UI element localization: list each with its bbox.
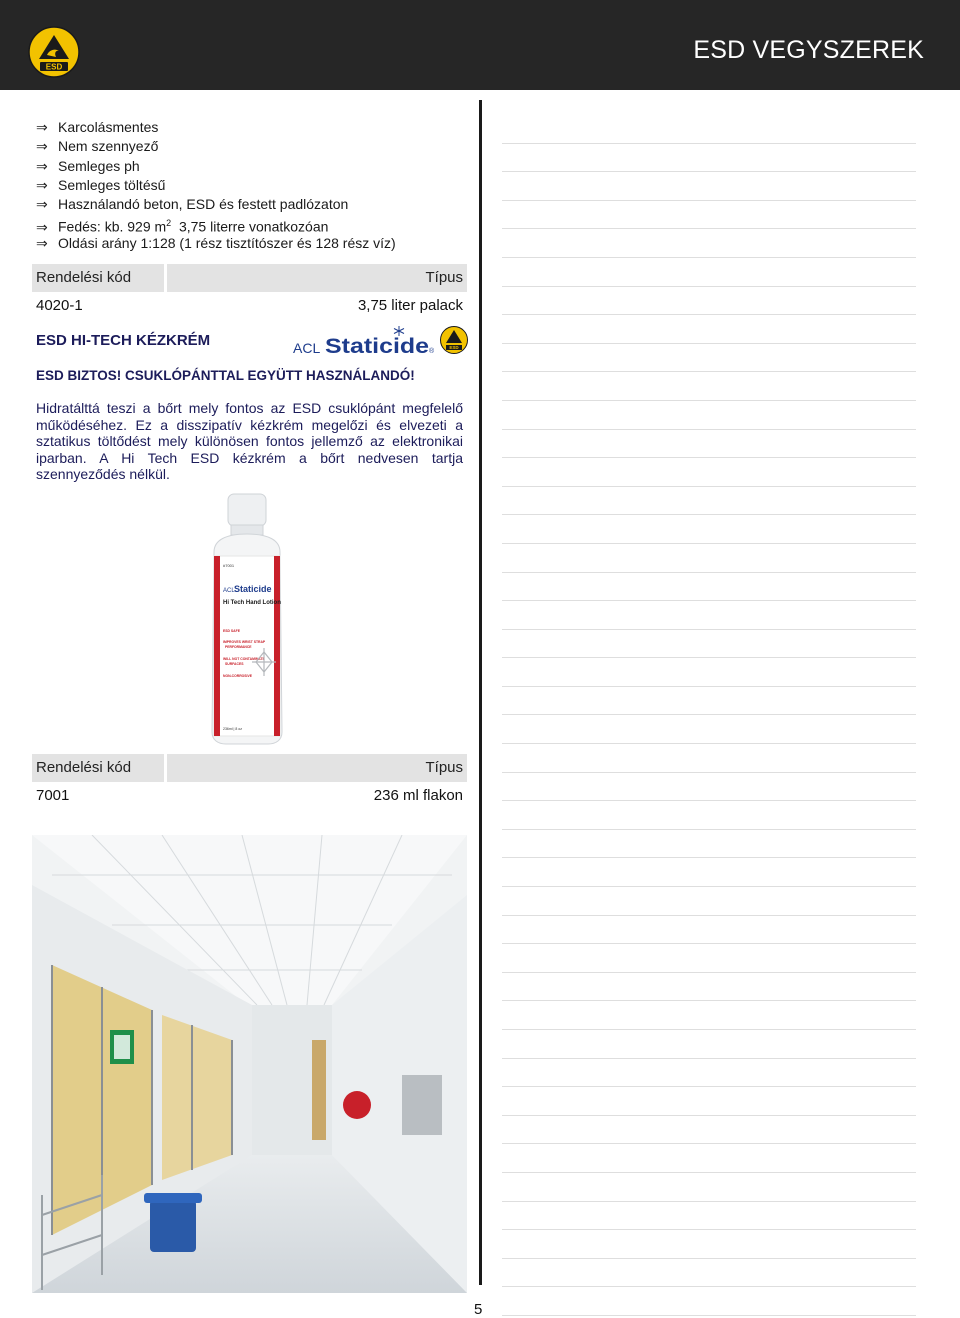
note-line — [502, 658, 916, 687]
column-divider-line — [479, 100, 482, 1285]
note-line — [502, 144, 916, 173]
double-arrow-icon: ⇒ — [36, 157, 48, 174]
double-arrow-icon: ⇒ — [36, 138, 48, 155]
order-code-header: Rendelési kód — [36, 759, 132, 776]
note-line — [502, 430, 916, 459]
note-line — [502, 973, 916, 1002]
svg-text:ACL: ACL — [223, 588, 235, 594]
note-line — [502, 515, 916, 544]
note-line — [502, 1287, 916, 1316]
order-code-header: Rendelési kód — [36, 269, 132, 286]
type-header: Típus — [425, 759, 463, 776]
order-code: 7001 — [36, 787, 70, 804]
note-line — [502, 1230, 916, 1259]
note-line — [502, 1116, 916, 1145]
hand-lotion-bottle-image — [204, 492, 290, 746]
esd-logo-icon — [28, 26, 80, 78]
note-line — [502, 858, 916, 887]
order-table-header — [32, 754, 467, 782]
note-line — [502, 715, 916, 744]
page-header — [0, 0, 960, 90]
list-item: ⇒ Használandó beton, ESD és festett padlózaton — [36, 195, 476, 214]
svg-text:Staticide: Staticide — [234, 584, 272, 594]
note-line — [502, 687, 916, 716]
note-line — [502, 544, 916, 573]
note-line — [502, 115, 916, 144]
list-item: ⇒ Fedés: kb. 929 $m^2$ 3,75 literre vonatkozóan — [36, 214, 476, 233]
note-line — [502, 1144, 916, 1173]
note-line — [502, 887, 916, 916]
page-number: 5 — [474, 1301, 483, 1318]
note-line — [502, 630, 916, 659]
product-subtitle: ESD BIZTOS! CSUKLÓPÁNTTAL EGYÜTT HASZNÁLANDÓ! — [36, 368, 415, 383]
list-item: ⇒ Nem szennyező — [36, 137, 476, 156]
note-line — [502, 573, 916, 602]
note-line — [502, 372, 916, 401]
note-line — [502, 1001, 916, 1030]
list-item: ⇒ Semleges töltésű — [36, 176, 476, 195]
note-line — [502, 1059, 916, 1088]
note-line — [502, 916, 916, 945]
svg-text:NON-CORROSIVE: NON-CORROSIVE — [223, 674, 253, 678]
note-line — [502, 744, 916, 773]
svg-text:IMPROVES WRIST STRAP: IMPROVES WRIST STRAP — [223, 640, 266, 644]
order-table-header — [32, 264, 467, 292]
svg-text:#7001: #7001 — [223, 563, 235, 568]
product-title: ESD HI-TECH KÉZKRÉM — [36, 332, 211, 349]
column-divider — [164, 754, 167, 782]
svg-text:ACL: ACL — [293, 340, 321, 356]
list-item: ⇒ Karcolásmentes — [36, 118, 476, 137]
svg-text:PERFORMANCE: PERFORMANCE — [225, 645, 252, 649]
note-line — [502, 601, 916, 630]
order-code: 4020-1 — [36, 297, 83, 314]
svg-text:ESD SAFE: ESD SAFE — [223, 629, 240, 633]
note-line — [502, 229, 916, 258]
note-line — [502, 1202, 916, 1231]
note-line — [502, 201, 916, 230]
note-line — [502, 944, 916, 973]
note-line — [502, 287, 916, 316]
note-line — [502, 801, 916, 830]
product-description: Hidratálttá teszi a bőrt mely fontos az ESD csuklópánt megfelelő működéséhez. Ez a disszipatív kézkrém megelőzi és elvezeti a sztatikus töltődést mely különösen fontos jellemző az elektronikai iparban. A Hi Tech ESD kézkrém a bőrt nedvesen tartja szennyeződés nélkül. — [36, 400, 463, 483]
note-line — [502, 487, 916, 516]
product-type: 236 ml flakon — [373, 787, 463, 804]
svg-text:ESD: ESD — [45, 62, 63, 72]
note-line — [502, 1173, 916, 1202]
column-divider — [164, 264, 167, 292]
double-arrow-icon: ⇒ — [36, 196, 48, 213]
note-line — [502, 830, 916, 859]
svg-text:ESD: ESD — [449, 345, 459, 351]
note-line — [502, 773, 916, 802]
notes-lines — [502, 115, 916, 1316]
acl-staticide-logo — [292, 322, 438, 358]
note-line — [502, 172, 916, 201]
svg-text:Hi Tech Hand Lotion: Hi Tech Hand Lotion — [223, 600, 281, 606]
double-arrow-icon: ⇒ — [36, 176, 48, 193]
type-header: Típus — [425, 269, 463, 286]
svg-text:WILL NOT CONTAMINATE: WILL NOT CONTAMINATE — [223, 657, 265, 661]
svg-text:236ml | 8 oz: 236ml | 8 oz — [223, 727, 243, 731]
double-arrow-icon: ⇒ — [36, 119, 48, 135]
svg-text:SURFACES: SURFACES — [225, 662, 244, 666]
note-line — [502, 1030, 916, 1059]
product-type: 3,75 liter palack — [357, 297, 463, 314]
svg-text:Staticide: Staticide — [325, 335, 429, 358]
note-line — [502, 1259, 916, 1288]
svg-text:®: ® — [429, 348, 435, 355]
note-line — [502, 458, 916, 487]
list-item: ⇒ Semleges ph — [36, 157, 476, 176]
page-title: ESD VEGYSZEREK — [693, 36, 924, 64]
note-line — [502, 1087, 916, 1116]
note-line — [502, 401, 916, 430]
note-line — [502, 258, 916, 287]
note-line — [502, 315, 916, 344]
cleanroom-photo — [32, 835, 467, 1293]
note-line — [502, 344, 916, 373]
double-arrow-icon: ⇒ — [36, 219, 48, 236]
esd-badge-icon — [440, 326, 468, 354]
feature-list — [36, 118, 476, 253]
list-item: ⇒ Oldási arány 1:128 (1 rész tisztítószer és 128 rész víz) — [36, 234, 476, 253]
double-arrow-icon: ⇒ — [36, 234, 48, 251]
